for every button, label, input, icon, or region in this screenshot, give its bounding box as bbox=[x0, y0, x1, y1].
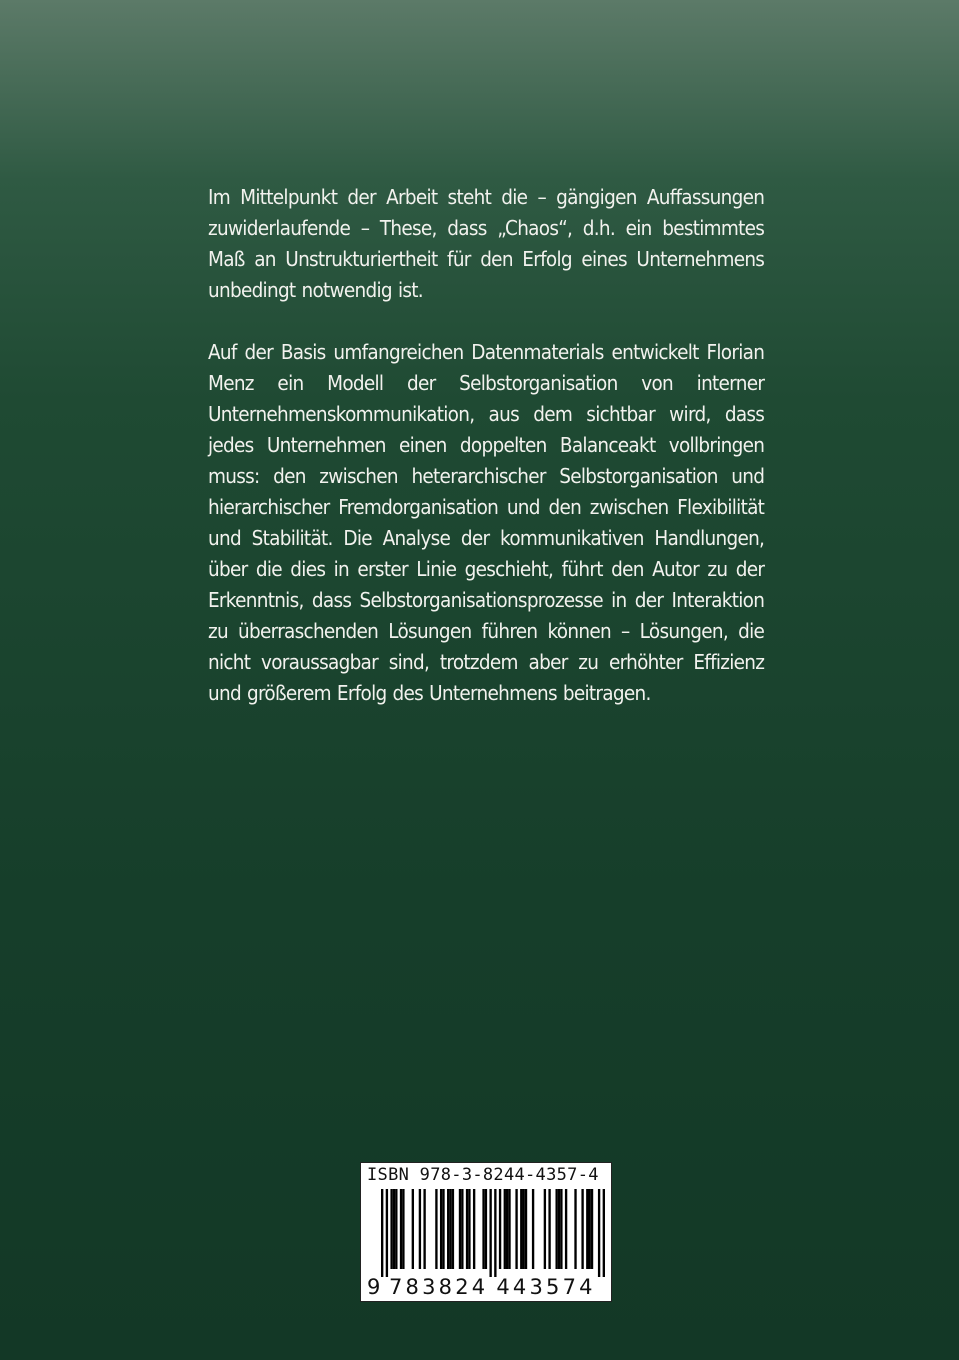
barcode-bar bbox=[482, 1189, 484, 1269]
barcode-bar bbox=[449, 1189, 451, 1269]
barcode-bar bbox=[447, 1189, 449, 1269]
barcode-bar bbox=[586, 1189, 588, 1269]
barcode-bar bbox=[555, 1189, 557, 1269]
barcode-guard-bar bbox=[598, 1189, 600, 1277]
ean-first-digit: 9 bbox=[367, 1275, 381, 1299]
barcode-bar bbox=[504, 1189, 506, 1269]
barcode-bars bbox=[381, 1189, 605, 1277]
barcode-bar bbox=[393, 1189, 395, 1269]
blurb-paragraph-thesis: Im Mittelpunkt der Arbeit steht die – gängigen Auffassungen zuwiderlaufende – These, dass „Chaos“, d.h. ein bestimmtes Maß an Unstrukturiertheit für den Erfolg eines Unternehmens unbedingt notwendig ist. bbox=[208, 185, 765, 302]
barcode-bar bbox=[473, 1189, 475, 1269]
barcode-bar bbox=[395, 1189, 397, 1269]
blurb-paragraph-summary: Auf der Basis umfangreichen Datenmaterials entwickelt Florian Menz ein Modell der Selbstorganisation von interner Unternehmenskommunikation, aus dem sichtbar wird, dass jedes Unternehmen einen doppelten Balanceakt vollbringen muss: den zwischen heterarchischer Selbstorganisation und hierarchischer Fremdorganisation und den zwischen Flexibilität und Stabilität. Die Analyse der kommunikativen Handlungen, über die dies in erster Linie geschieht, führt den Autor zu der Erkenntnis, dass Selbstorganisationsprozesse in der Interaktion zu überraschenden Lösungen führen können – Lösungen, die nicht voraussagbar sind, trotzdem aber zu erhöhter Effizienz und größerem Erfolg des Unternehmens beitragen. bbox=[208, 340, 765, 705]
isbn-number: ISBN 978-3-8244-4357-4 bbox=[367, 1165, 599, 1185]
barcode-bar bbox=[532, 1189, 534, 1269]
barcode-bar bbox=[468, 1189, 470, 1269]
barcode-bar bbox=[459, 1189, 461, 1269]
barcode-bar bbox=[440, 1189, 442, 1269]
barcode-bar bbox=[419, 1189, 421, 1269]
barcode-bar bbox=[442, 1189, 444, 1269]
barcode-guard-bar bbox=[489, 1189, 491, 1277]
barcode-bar bbox=[461, 1189, 463, 1269]
barcode-bar bbox=[515, 1189, 517, 1269]
barcode-bar bbox=[525, 1189, 527, 1269]
barcode-bar bbox=[560, 1189, 562, 1269]
barcode-bar bbox=[591, 1189, 593, 1269]
barcode-bar bbox=[588, 1189, 590, 1269]
barcode-bar bbox=[522, 1189, 524, 1269]
barcode-bar bbox=[499, 1189, 501, 1269]
barcode-bar bbox=[574, 1189, 576, 1269]
barcode-bar bbox=[466, 1189, 468, 1269]
barcode-bar bbox=[581, 1189, 583, 1269]
barcode-bar bbox=[390, 1189, 392, 1269]
barcode-bar bbox=[400, 1189, 402, 1269]
isbn-barcode bbox=[360, 1162, 612, 1302]
barcode-bar bbox=[506, 1189, 508, 1269]
barcode-bar bbox=[485, 1189, 487, 1269]
barcode-guard-bar bbox=[381, 1189, 383, 1277]
ean-right-group: 443574 bbox=[496, 1275, 596, 1299]
barcode-bar bbox=[452, 1189, 454, 1269]
ean-left-group: 783824 bbox=[389, 1275, 489, 1299]
barcode-guard-bar bbox=[603, 1189, 605, 1277]
barcode-bar bbox=[558, 1189, 560, 1269]
barcode-bar bbox=[402, 1189, 404, 1269]
barcode-bar bbox=[565, 1189, 567, 1269]
barcode-bar bbox=[548, 1189, 550, 1269]
barcode-bar bbox=[435, 1189, 437, 1269]
barcode-bar bbox=[423, 1189, 425, 1269]
barcode-guard-bar bbox=[386, 1189, 388, 1277]
barcode-bar bbox=[508, 1189, 510, 1269]
blurb-text bbox=[208, 182, 764, 740]
ean-digits bbox=[367, 1275, 604, 1299]
barcode-bar bbox=[412, 1189, 414, 1269]
barcode-bar bbox=[544, 1189, 546, 1269]
barcode-guard-bar bbox=[494, 1189, 496, 1277]
barcode-bar bbox=[520, 1189, 522, 1269]
